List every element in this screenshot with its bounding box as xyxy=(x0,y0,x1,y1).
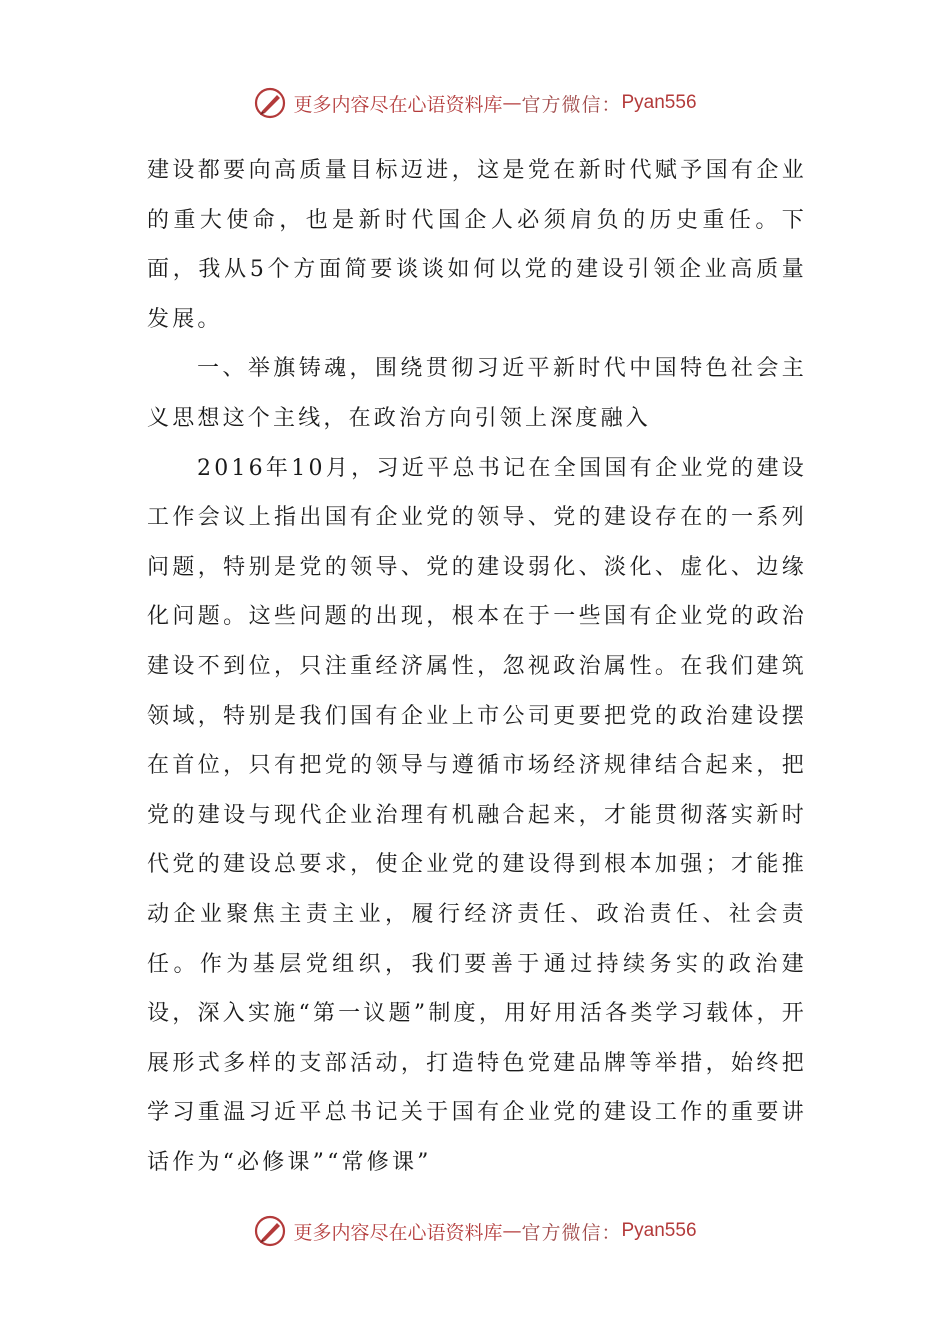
watermark-dash: — xyxy=(502,1220,522,1242)
watermark-official-label: 官方微信： xyxy=(521,93,622,116)
paragraph-main: 2016年10月，习近平总书记在全国国有企业党的建设工作会议上指出国有企业党的领导、党的建设存在的一系列问题，特别是党的领导、党的建设弱化、淡化、虚化、边缘化问题。这些问题的出现，根本在于一些国有企业党的政治建设不到位，只注重经济属性，忽视政治属性。在我们建筑领域，特别是我们国有企业上市公司更要把党的政治建设摆在首位，只有把党的领导与遵循市场经济规律结合起来，把党的建设与现代企业治理有机融合起来，才能贯彻落实新时代党的建设总要求，使企业党的建设得到根本加强；才能推动企业聚焦主责主业，履行经济责任、政治责任、社会责任。作为基层党组织，我们要善于通过持续务实的政治建设，深入实施“第一议题”制度，用好用活各类学习载体，开展形式多样的支部活动，打造特色党建品牌等举措，始终把学习重温习近平总书记关于国有企业党的建设工作的重要讲话作为“必修课”“常修课” xyxy=(147,455,807,1175)
watermark-header xyxy=(0,86,950,120)
watermark-wechat-id: Pyan556 xyxy=(621,92,697,113)
watermark-main-text: 更多内容尽在心语资料库 xyxy=(293,1221,503,1244)
paragraph-continuation: 建设都要向高质量目标迈进，这是党在新时代赋予国有企业的重大使命，也是新时代国企人必须肩负的历史重任。下面，我从5个方面简要谈谈如何以党的建设引领企业高质量发展。 xyxy=(147,158,807,332)
pen-logo-icon xyxy=(253,86,287,120)
pen-logo-icon xyxy=(253,1214,287,1248)
watermark-dash: — xyxy=(502,92,522,114)
watermark-official-label: 官方微信： xyxy=(521,1221,622,1244)
document-body xyxy=(147,146,807,1187)
watermark-footer xyxy=(0,1214,950,1248)
section-heading: 一、举旗铸魂，围绕贯彻习近平新时代中国特色社会主义思想这个主线，在政治方向引领上深度融入 xyxy=(147,356,807,431)
watermark-wechat-id: Pyan556 xyxy=(621,1220,697,1241)
watermark-main-text: 更多内容尽在心语资料库 xyxy=(293,93,503,116)
